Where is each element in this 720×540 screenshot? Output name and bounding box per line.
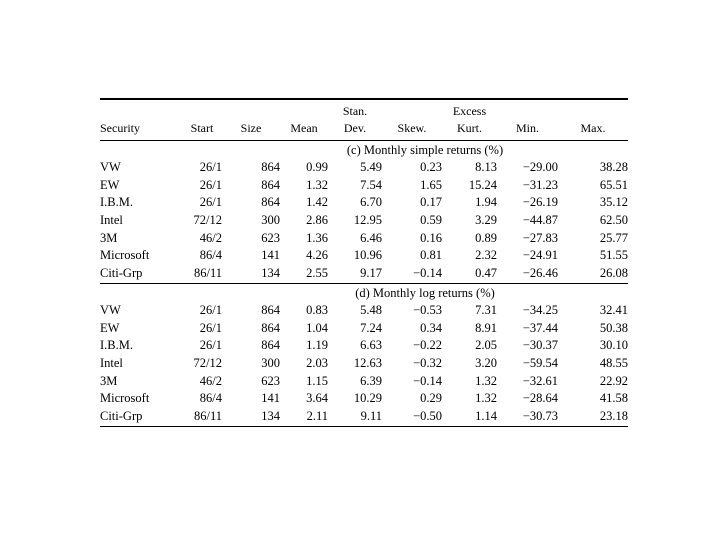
cell-size: 141 <box>261 391 280 406</box>
cell-stdev: 6.46 <box>360 230 382 245</box>
cell-size: 623 <box>261 373 280 388</box>
cell-stdev: 10.96 <box>353 248 382 263</box>
table-row <box>100 355 628 373</box>
header-row-2 <box>100 120 628 137</box>
cell-max: 23.18 <box>599 408 628 423</box>
cell-stdev: 9.11 <box>360 408 382 423</box>
cell-min: −27.83 <box>522 230 558 245</box>
cell-min: −32.61 <box>522 373 558 388</box>
cell-size: 300 <box>261 355 280 370</box>
cell-size: 141 <box>261 248 280 263</box>
cell-mean: 3.64 <box>306 391 328 406</box>
cell-start: 26/1 <box>199 195 222 210</box>
cell-skew: 0.34 <box>420 320 442 335</box>
cell-stdev: 12.95 <box>353 213 382 228</box>
cell-max: 38.28 <box>599 160 628 174</box>
header-start: Start <box>190 121 214 135</box>
table-row <box>100 320 628 338</box>
cell-start: 86/11 <box>193 266 222 281</box>
cell-start: 26/1 <box>199 302 222 317</box>
section-title: (c) Monthly simple returns (%) <box>346 143 504 157</box>
cell-max: 30.10 <box>599 338 628 353</box>
cell-min: −28.64 <box>522 391 558 406</box>
cell-max: 62.50 <box>599 213 628 228</box>
header-min: Min. <box>515 121 539 135</box>
cell-start: 26/1 <box>199 160 222 174</box>
cell-skew: 1.65 <box>420 177 442 192</box>
header-kurtosis: Kurt. <box>457 121 482 135</box>
cell-start: 86/4 <box>199 248 222 263</box>
cell-mean: 2.03 <box>306 355 328 370</box>
cell-kurtosis: 8.13 <box>475 160 497 174</box>
cell-start: 72/12 <box>193 355 222 370</box>
cell-stdev: 5.48 <box>360 302 382 317</box>
cell-kurtosis: 0.89 <box>475 230 497 245</box>
cell-min: −37.44 <box>522 320 558 335</box>
cell-stdev: 9.17 <box>360 266 382 281</box>
table-row <box>100 159 628 177</box>
returns-statistics-table <box>100 98 628 427</box>
cell-size: 134 <box>261 408 280 423</box>
header-stdev: Dev. <box>343 121 367 135</box>
cell-size: 623 <box>261 230 280 245</box>
cell-security: Citi-Grp <box>100 408 143 423</box>
cell-kurtosis: 3.20 <box>475 355 497 370</box>
cell-skew: −0.50 <box>413 408 442 423</box>
cell-min: −31.23 <box>522 177 558 192</box>
cell-security: Intel <box>100 355 123 370</box>
table-row <box>100 265 628 283</box>
table-row <box>100 230 628 248</box>
cell-min: −30.37 <box>522 338 558 353</box>
cell-size: 134 <box>261 266 280 281</box>
cell-min: −26.19 <box>522 195 558 210</box>
cell-skew: −0.14 <box>413 266 442 281</box>
cell-kurtosis: 7.31 <box>475 302 497 317</box>
cell-size: 864 <box>261 320 280 335</box>
cell-stdev: 6.70 <box>360 195 382 210</box>
cell-skew: 0.29 <box>420 391 442 406</box>
cell-mean: 1.36 <box>306 230 328 245</box>
cell-security: 3M <box>100 230 118 245</box>
cell-skew: −0.22 <box>413 338 442 353</box>
cell-skew: 0.16 <box>420 230 442 245</box>
section-title: (d) Monthly log returns (%) <box>355 285 495 300</box>
cell-min: −44.87 <box>522 213 558 228</box>
cell-kurtosis: 2.05 <box>475 338 497 353</box>
table-row <box>100 177 628 195</box>
cell-security: Microsoft <box>100 391 150 406</box>
cell-max: 22.92 <box>599 373 628 388</box>
cell-mean: 0.83 <box>306 302 328 317</box>
cell-security: VW <box>100 302 121 317</box>
cell-max: 65.51 <box>599 177 628 192</box>
cell-stdev: 5.49 <box>360 160 382 174</box>
cell-size: 864 <box>261 160 280 174</box>
cell-start: 26/1 <box>199 338 222 353</box>
cell-skew: 0.17 <box>420 195 442 210</box>
cell-size: 864 <box>261 302 280 317</box>
cell-max: 32.41 <box>599 302 628 317</box>
table-row <box>100 390 628 408</box>
cell-skew: 0.81 <box>420 248 442 263</box>
cell-max: 41.58 <box>599 391 628 406</box>
cell-security: I.B.M. <box>100 338 133 353</box>
cell-min: −34.25 <box>522 302 558 317</box>
cell-skew: −0.32 <box>413 355 442 370</box>
cell-security: Intel <box>100 213 123 228</box>
cell-start: 72/12 <box>193 213 222 228</box>
header-skew: Skew. <box>397 121 427 135</box>
cell-kurtosis: 2.32 <box>475 248 497 263</box>
cell-mean: 1.04 <box>306 320 328 335</box>
cell-skew: 0.23 <box>420 160 442 174</box>
cell-start: 86/11 <box>193 408 222 423</box>
header-row-1 <box>100 103 628 120</box>
cell-security: 3M <box>100 373 118 388</box>
cell-kurtosis: 1.32 <box>475 391 497 406</box>
cell-mean: 2.86 <box>306 213 328 228</box>
cell-start: 46/2 <box>199 373 222 388</box>
table-row <box>100 408 628 426</box>
cell-stdev: 7.54 <box>360 177 382 192</box>
header-max: Max. <box>580 121 606 135</box>
table-row <box>100 302 628 320</box>
cell-mean: 1.15 <box>306 373 328 388</box>
cell-security: EW <box>100 320 120 335</box>
table-header <box>100 100 628 140</box>
cell-max: 48.55 <box>599 355 628 370</box>
cell-min: −24.91 <box>522 248 558 263</box>
cell-max: 35.12 <box>599 195 628 210</box>
cell-kurtosis: 1.94 <box>475 195 497 210</box>
cell-mean: 1.19 <box>306 338 328 353</box>
cell-max: 50.38 <box>599 320 628 335</box>
cell-kurtosis: 1.14 <box>475 408 497 423</box>
cell-mean: 2.55 <box>306 266 328 281</box>
cell-start: 46/2 <box>199 230 222 245</box>
cell-min: −26.46 <box>522 266 558 281</box>
table-row <box>100 212 628 230</box>
cell-stdev: 12.63 <box>353 355 382 370</box>
table-row <box>100 373 628 391</box>
cell-size: 864 <box>261 338 280 353</box>
cell-mean: 1.42 <box>306 195 328 210</box>
cell-security: Microsoft <box>100 248 150 263</box>
cell-kurtosis: 1.32 <box>475 373 497 388</box>
cell-skew: 0.59 <box>420 213 442 228</box>
table-row <box>100 337 628 355</box>
cell-max: 25.77 <box>599 230 628 245</box>
cell-security: EW <box>100 177 120 192</box>
cell-size: 300 <box>261 213 280 228</box>
cell-security: Citi-Grp <box>100 266 143 281</box>
cell-mean: 1.32 <box>306 177 328 192</box>
cell-skew: −0.14 <box>413 373 442 388</box>
cell-kurtosis: 8.91 <box>475 320 497 335</box>
header-size: Size <box>240 121 262 135</box>
cell-stdev: 6.63 <box>360 338 382 353</box>
header-mean: Mean <box>290 121 318 135</box>
cell-size: 864 <box>261 195 280 210</box>
cell-start: 86/4 <box>199 391 222 406</box>
cell-stdev: 6.39 <box>360 373 382 388</box>
cell-skew: −0.53 <box>413 302 442 317</box>
cell-min: −59.54 <box>522 355 558 370</box>
cell-kurtosis: 3.29 <box>475 213 497 228</box>
cell-stdev: 7.24 <box>360 320 382 335</box>
table-body <box>100 141 628 426</box>
table-row <box>100 194 628 212</box>
bottom-rule <box>100 426 628 427</box>
cell-min: −29.00 <box>522 160 558 174</box>
cell-mean: 0.99 <box>306 160 328 174</box>
cell-size: 864 <box>261 177 280 192</box>
cell-start: 26/1 <box>199 177 222 192</box>
cell-mean: 4.26 <box>306 248 328 263</box>
cell-max: 26.08 <box>599 266 628 281</box>
header-stdev: Stan. <box>342 104 368 118</box>
cell-max: 51.55 <box>599 248 628 263</box>
table-row <box>100 247 628 265</box>
header-security: Security <box>100 121 140 135</box>
header-kurtosis: Excess <box>452 104 487 118</box>
cell-start: 26/1 <box>199 320 222 335</box>
cell-min: −30.73 <box>522 408 558 423</box>
cell-kurtosis: 15.24 <box>468 177 497 192</box>
cell-security: I.B.M. <box>100 195 133 210</box>
cell-mean: 2.11 <box>306 408 328 423</box>
cell-security: VW <box>100 160 121 174</box>
cell-stdev: 10.29 <box>353 391 382 406</box>
cell-kurtosis: 0.47 <box>475 266 497 281</box>
